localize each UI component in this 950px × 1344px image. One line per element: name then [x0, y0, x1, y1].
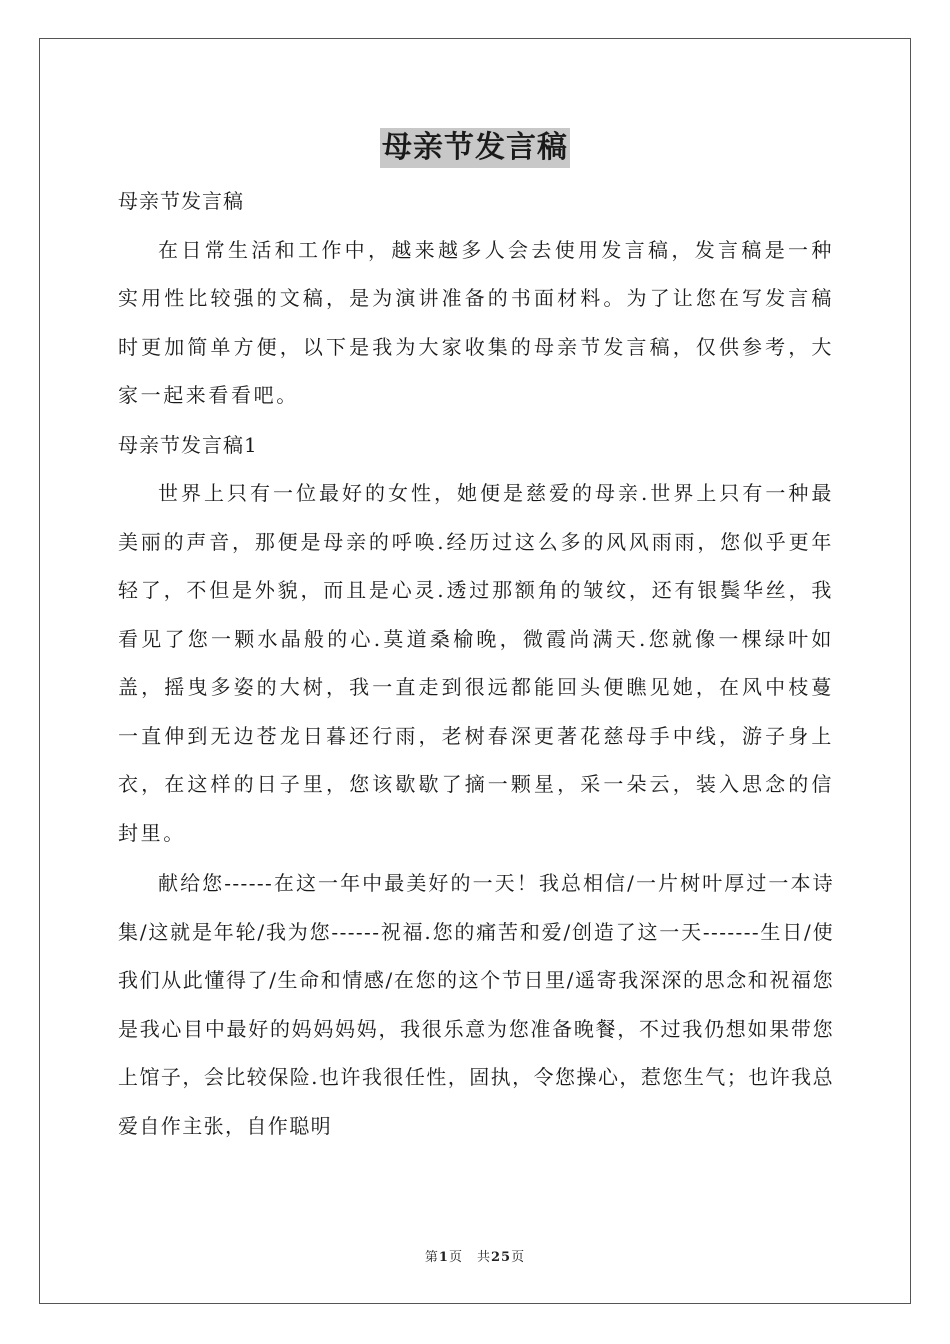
page-current: 1	[438, 1250, 449, 1265]
intro-paragraph: 在日常生活和工作中，越来越多人会去使用发言稿，发言稿是一种实用性比较强的文稿，是为演讲准备的书面材料。为了让您在写发言稿时更加简单方便，以下是我为大家收集的母亲节发言稿，仅供参考，大家一起来看看吧。	[118, 237, 834, 407]
section-heading: 母亲节发言稿1	[118, 432, 258, 457]
page-prefix: 第	[424, 1250, 439, 1265]
page-mid: 页 共	[448, 1250, 491, 1265]
page-total: 25	[490, 1250, 512, 1265]
document-title: 母亲节发言稿	[380, 128, 570, 168]
page-footer	[0, 1246, 950, 1265]
body-paragraph-2: 献给您------在这一年中最美好的一天！我总相信/一片树叶厚过一本诗集/这就是年轮/我为您------祝福.您的痛苦和爱/创造了这一天-------生日/使我们从此懂得了/生命和情感/在您的这个节日里/遥寄我深深的思念和祝福您是我心目中最好的妈妈妈妈，我很乐意为您准备晚餐，不过我仍想如果带您上馆子，会比较保险.也许我很任性，固执，令您操心，惹您生气；也许我总爱自作主张，自作聪明	[118, 871, 834, 1138]
body-paragraph-1: 世界上只有一位最好的女性，她便是慈爱的母亲.世界上只有一种最美丽的声音，那便是母亲的呼唤.经历过这么多的风风雨雨，您似乎更年轻了，不但是外貌，而且是心灵.透过那额角的皱纹，还有银鬓华丝，我看见了您一颗水晶般的心.莫道桑榆晚，微霞尚满天.您就像一棵绿叶如盖，摇曳多姿的大树，我一直走到很远都能回头便瞧见她，在风中枝蔓一直伸到无边苍龙日暮还行雨，老树春深更著花慈母手中线，游子身上衣，在这样的日子里，您该歇歇了摘一颗星，采一朵云，装入思念的信封里。	[118, 481, 834, 845]
page-suffix: 页	[511, 1250, 526, 1265]
title-container	[0, 128, 950, 168]
subtitle: 母亲节发言稿	[118, 189, 244, 213]
document-body	[118, 176, 834, 1150]
